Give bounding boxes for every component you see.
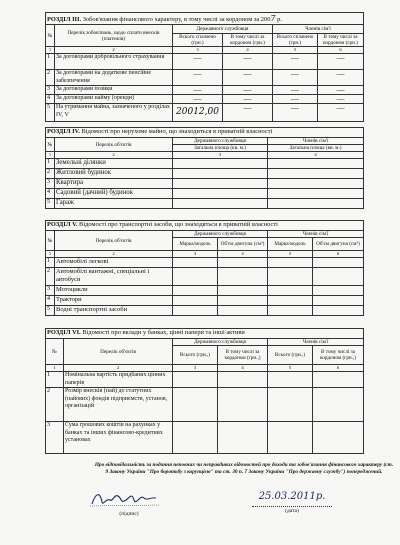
date-caption: (дата) — [285, 508, 299, 514]
sub-area: Загальна площа (кв. м.) — [173, 145, 268, 152]
section5-table — [45, 220, 364, 316]
col-no: № — [46, 138, 55, 152]
sub-total: Всього сплачено (грн.) — [173, 34, 223, 47]
col-number: 1 — [46, 152, 55, 159]
value-cell — [313, 268, 364, 286]
value-cell — [173, 388, 218, 422]
col-list: Перелік зобов'язань, щодо сплати внесків (платежів) — [55, 25, 173, 47]
value-cell — [218, 268, 268, 286]
value-cell — [173, 296, 218, 306]
value-cell — [313, 258, 364, 268]
section4-table — [45, 127, 364, 209]
row-label: Садовий (дачний) будинок — [55, 189, 173, 199]
row-label: Сума грошових коштів на рахунках у банках та інших фінансово-кредитних установах — [64, 422, 173, 454]
value-cell: — — [318, 95, 364, 104]
row-label: Автомобілі легкові — [55, 258, 173, 268]
col-no: № — [46, 25, 55, 47]
row-label: Трактори — [55, 296, 173, 306]
row-number: 2 — [46, 70, 55, 86]
col-number: 3 — [173, 47, 223, 54]
table-row — [46, 70, 364, 86]
value-cell — [173, 372, 218, 388]
col-number: 4 — [218, 365, 268, 372]
value-cell: — — [273, 70, 318, 86]
value-cell — [313, 306, 364, 316]
col-number: 4 — [268, 152, 364, 159]
value-cell — [313, 372, 364, 388]
value-cell: — — [273, 95, 318, 104]
value-cell — [218, 296, 268, 306]
row-label: Квартира — [55, 179, 173, 189]
value-cell: — — [318, 104, 364, 122]
section3-title: РОЗДІЛ ІІІ. Зобов'язання фінансового характеру, в тому числі за кордоном за 2007 р. — [46, 13, 364, 25]
col-number: 1 — [46, 251, 55, 258]
table-row — [46, 169, 364, 179]
row-label: Житловий будинок — [55, 169, 173, 179]
table-row — [46, 388, 364, 422]
col-no: № — [46, 231, 55, 251]
sub-total: Всього сплачено (грн.) — [273, 34, 318, 47]
col-list: Перелік об'єктів — [55, 138, 173, 152]
col-state: Державного службовця — [173, 339, 268, 346]
value-cell — [268, 268, 313, 286]
row-number: 3 — [46, 179, 55, 189]
value-cell — [268, 296, 313, 306]
section6-table — [45, 328, 364, 454]
value-cell — [173, 159, 268, 169]
value-cell: — — [223, 70, 273, 86]
col-number: 5 — [268, 251, 313, 258]
col-family: Членів сім'ї — [273, 25, 364, 34]
table-row — [46, 104, 364, 122]
col-no: № — [46, 339, 64, 365]
value-cell: — — [318, 86, 364, 95]
value-cell — [313, 422, 364, 454]
col-state: Державного службовця — [173, 231, 268, 238]
handwritten-value: 20012,00 — [173, 104, 223, 122]
sub-volume: Об'єм двигуна (см³) — [313, 238, 364, 251]
value-cell: — — [273, 54, 318, 70]
value-cell — [173, 258, 218, 268]
value-cell — [313, 388, 364, 422]
value-cell — [268, 388, 313, 422]
value-cell — [173, 286, 218, 296]
col-family: Членів сім'ї — [268, 339, 364, 346]
handwritten-date: 25.03.2011р. — [252, 488, 332, 507]
value-cell — [268, 189, 364, 199]
row-label: За договорами добровільного страхування — [55, 54, 173, 70]
value-cell: — — [273, 86, 318, 95]
row-number: 4 — [46, 95, 55, 104]
value-cell: — — [173, 54, 223, 70]
value-cell — [313, 286, 364, 296]
section3-table — [45, 12, 364, 122]
value-cell — [268, 372, 313, 388]
value-cell — [268, 286, 313, 296]
table-row — [46, 268, 364, 286]
sub-volume: Об'єм двигуна (см³) — [218, 238, 268, 251]
row-number: 1 — [46, 159, 55, 169]
value-cell — [268, 258, 313, 268]
table-row — [46, 306, 364, 316]
row-label: За договорами позики — [55, 86, 173, 95]
row-number: 4 — [46, 296, 55, 306]
col-number: 5 — [268, 365, 313, 372]
value-cell — [218, 306, 268, 316]
value-cell: — — [223, 86, 273, 95]
table-row — [46, 95, 364, 104]
table-row — [46, 286, 364, 296]
value-cell: — — [173, 70, 223, 86]
col-list: Перелік об'єктів — [64, 339, 173, 365]
sub-abroad: В тому числі за кордоном (грн.,) — [313, 346, 364, 365]
value-cell — [268, 199, 364, 209]
row-number: 3 — [46, 422, 64, 454]
table-row — [46, 258, 364, 268]
col-number: 3 — [173, 251, 218, 258]
value-cell — [173, 189, 268, 199]
sub-model: Марка/модель — [268, 238, 313, 251]
col-number: 2 — [64, 365, 173, 372]
row-label: Автомобілі вантажні, спеціальні і автобуси — [55, 268, 173, 286]
table-row — [46, 179, 364, 189]
row-label: Номінальна вартість придбаних цінних паперів — [64, 372, 173, 388]
row-label: Розмір внесків (пай) до статутних (пайових) фондів підприємств, установ, організацій — [64, 388, 173, 422]
sub-abroad: В тому числі за кордоном (грн.) — [223, 34, 273, 47]
row-label: Гараж — [55, 199, 173, 209]
col-number: 1 — [46, 47, 55, 54]
col-number: 6 — [318, 47, 364, 54]
section6-title: РОЗДІЛ VI. Відомості про вклади у банках, цінні папери та інші активи — [46, 329, 364, 339]
table-row — [46, 422, 364, 454]
value-cell — [173, 169, 268, 179]
col-number: 5 — [273, 47, 318, 54]
value-cell — [218, 422, 268, 454]
table-row — [46, 296, 364, 306]
value-cell — [313, 296, 364, 306]
row-number: 4 — [46, 189, 55, 199]
row-number: 5 — [46, 199, 55, 209]
value-cell — [268, 422, 313, 454]
value-cell: — — [223, 104, 273, 122]
col-family: Членів сім'ї — [268, 138, 364, 145]
value-cell — [218, 388, 268, 422]
value-cell — [268, 179, 364, 189]
section4-title: РОЗДІЛ IV. Відомості про нерухоме майно, що знаходиться в приватній власності — [46, 128, 364, 138]
value-cell — [268, 169, 364, 179]
row-label: За договорами найму (оренди) — [55, 95, 173, 104]
value-cell — [268, 306, 313, 316]
value-cell — [173, 306, 218, 316]
sub-abroad: В тому числі за кордоном (грн.) — [318, 34, 364, 47]
liability-note: Про відповідальність за подання неповних чи неправдивих відомостей про доходи та зобов'язання фінансового характеру (ст. 9 Закону України "Про боротьбу з корупцією" та ст. 30 п. 7 Закону України "Про державну службу") попереджений. — [94, 462, 394, 475]
col-number: 4 — [223, 47, 273, 54]
col-number: 3 — [173, 365, 218, 372]
value-cell: — — [273, 104, 318, 122]
row-number: 1 — [46, 372, 64, 388]
sub-model: Марка/модель — [173, 238, 218, 251]
sub-total: Всього (грн.,) — [268, 346, 313, 365]
value-cell: — — [173, 95, 223, 104]
sub-abroad: В тому числі за кордоном (грн.,) — [218, 346, 268, 365]
value-cell — [173, 179, 268, 189]
row-number: 1 — [46, 258, 55, 268]
value-cell — [268, 159, 364, 169]
value-cell: — — [318, 70, 364, 86]
row-number: 5 — [46, 306, 55, 316]
row-number: 3 — [46, 86, 55, 95]
value-cell: — — [223, 95, 273, 104]
col-number: 6 — [313, 251, 364, 258]
row-label: Водні транспортні засоби — [55, 306, 173, 316]
table-row — [46, 189, 364, 199]
row-label: Мотоцикли — [55, 286, 173, 296]
col-number: 1 — [46, 365, 64, 372]
row-number: 2 — [46, 388, 64, 422]
row-number: 5 — [46, 104, 55, 122]
row-label: За договорами на додаткове пенсійне забезпечення — [55, 70, 173, 86]
sub-area: Загальна площа (кв. м.) — [268, 145, 364, 152]
col-state: Державного службовця — [173, 138, 268, 145]
sub-total: Всього (грн.,) — [173, 346, 218, 365]
col-number: 4 — [218, 251, 268, 258]
table-row — [46, 372, 364, 388]
col-family: Членів сім'ї — [268, 231, 364, 238]
col-number: 2 — [55, 47, 173, 54]
col-number: 3 — [173, 152, 268, 159]
value-cell — [218, 372, 268, 388]
table-row — [46, 199, 364, 209]
row-number: 3 — [46, 286, 55, 296]
value-cell — [173, 422, 218, 454]
col-state: Державного службовця — [173, 25, 273, 34]
table-row — [46, 86, 364, 95]
row-number: 2 — [46, 268, 55, 286]
table-row — [46, 159, 364, 169]
signature-caption: (підпис) — [119, 511, 139, 517]
col-number: 6 — [313, 365, 364, 372]
value-cell — [173, 199, 268, 209]
col-number: 2 — [55, 152, 173, 159]
row-label: На утримання майна, зазначеного у розділах IV, V — [55, 104, 173, 122]
row-number: 2 — [46, 169, 55, 179]
value-cell — [218, 286, 268, 296]
row-label: Земельні ділянки — [55, 159, 173, 169]
date-block — [252, 488, 332, 514]
col-number: 2 — [55, 251, 173, 258]
value-cell — [218, 258, 268, 268]
handwritten-signature — [86, 488, 172, 510]
row-number: 1 — [46, 54, 55, 70]
value-cell — [173, 268, 218, 286]
section5-title: РОЗДІЛ V. Відомості про транспортні засоби, що знаходяться в приватній власності — [46, 221, 364, 231]
value-cell: — — [318, 54, 364, 70]
value-cell: — — [223, 54, 273, 70]
table-row — [46, 54, 364, 70]
value-cell: — — [173, 86, 223, 95]
signature-block — [86, 488, 172, 517]
col-list: Перелік об'єктів — [55, 231, 173, 251]
